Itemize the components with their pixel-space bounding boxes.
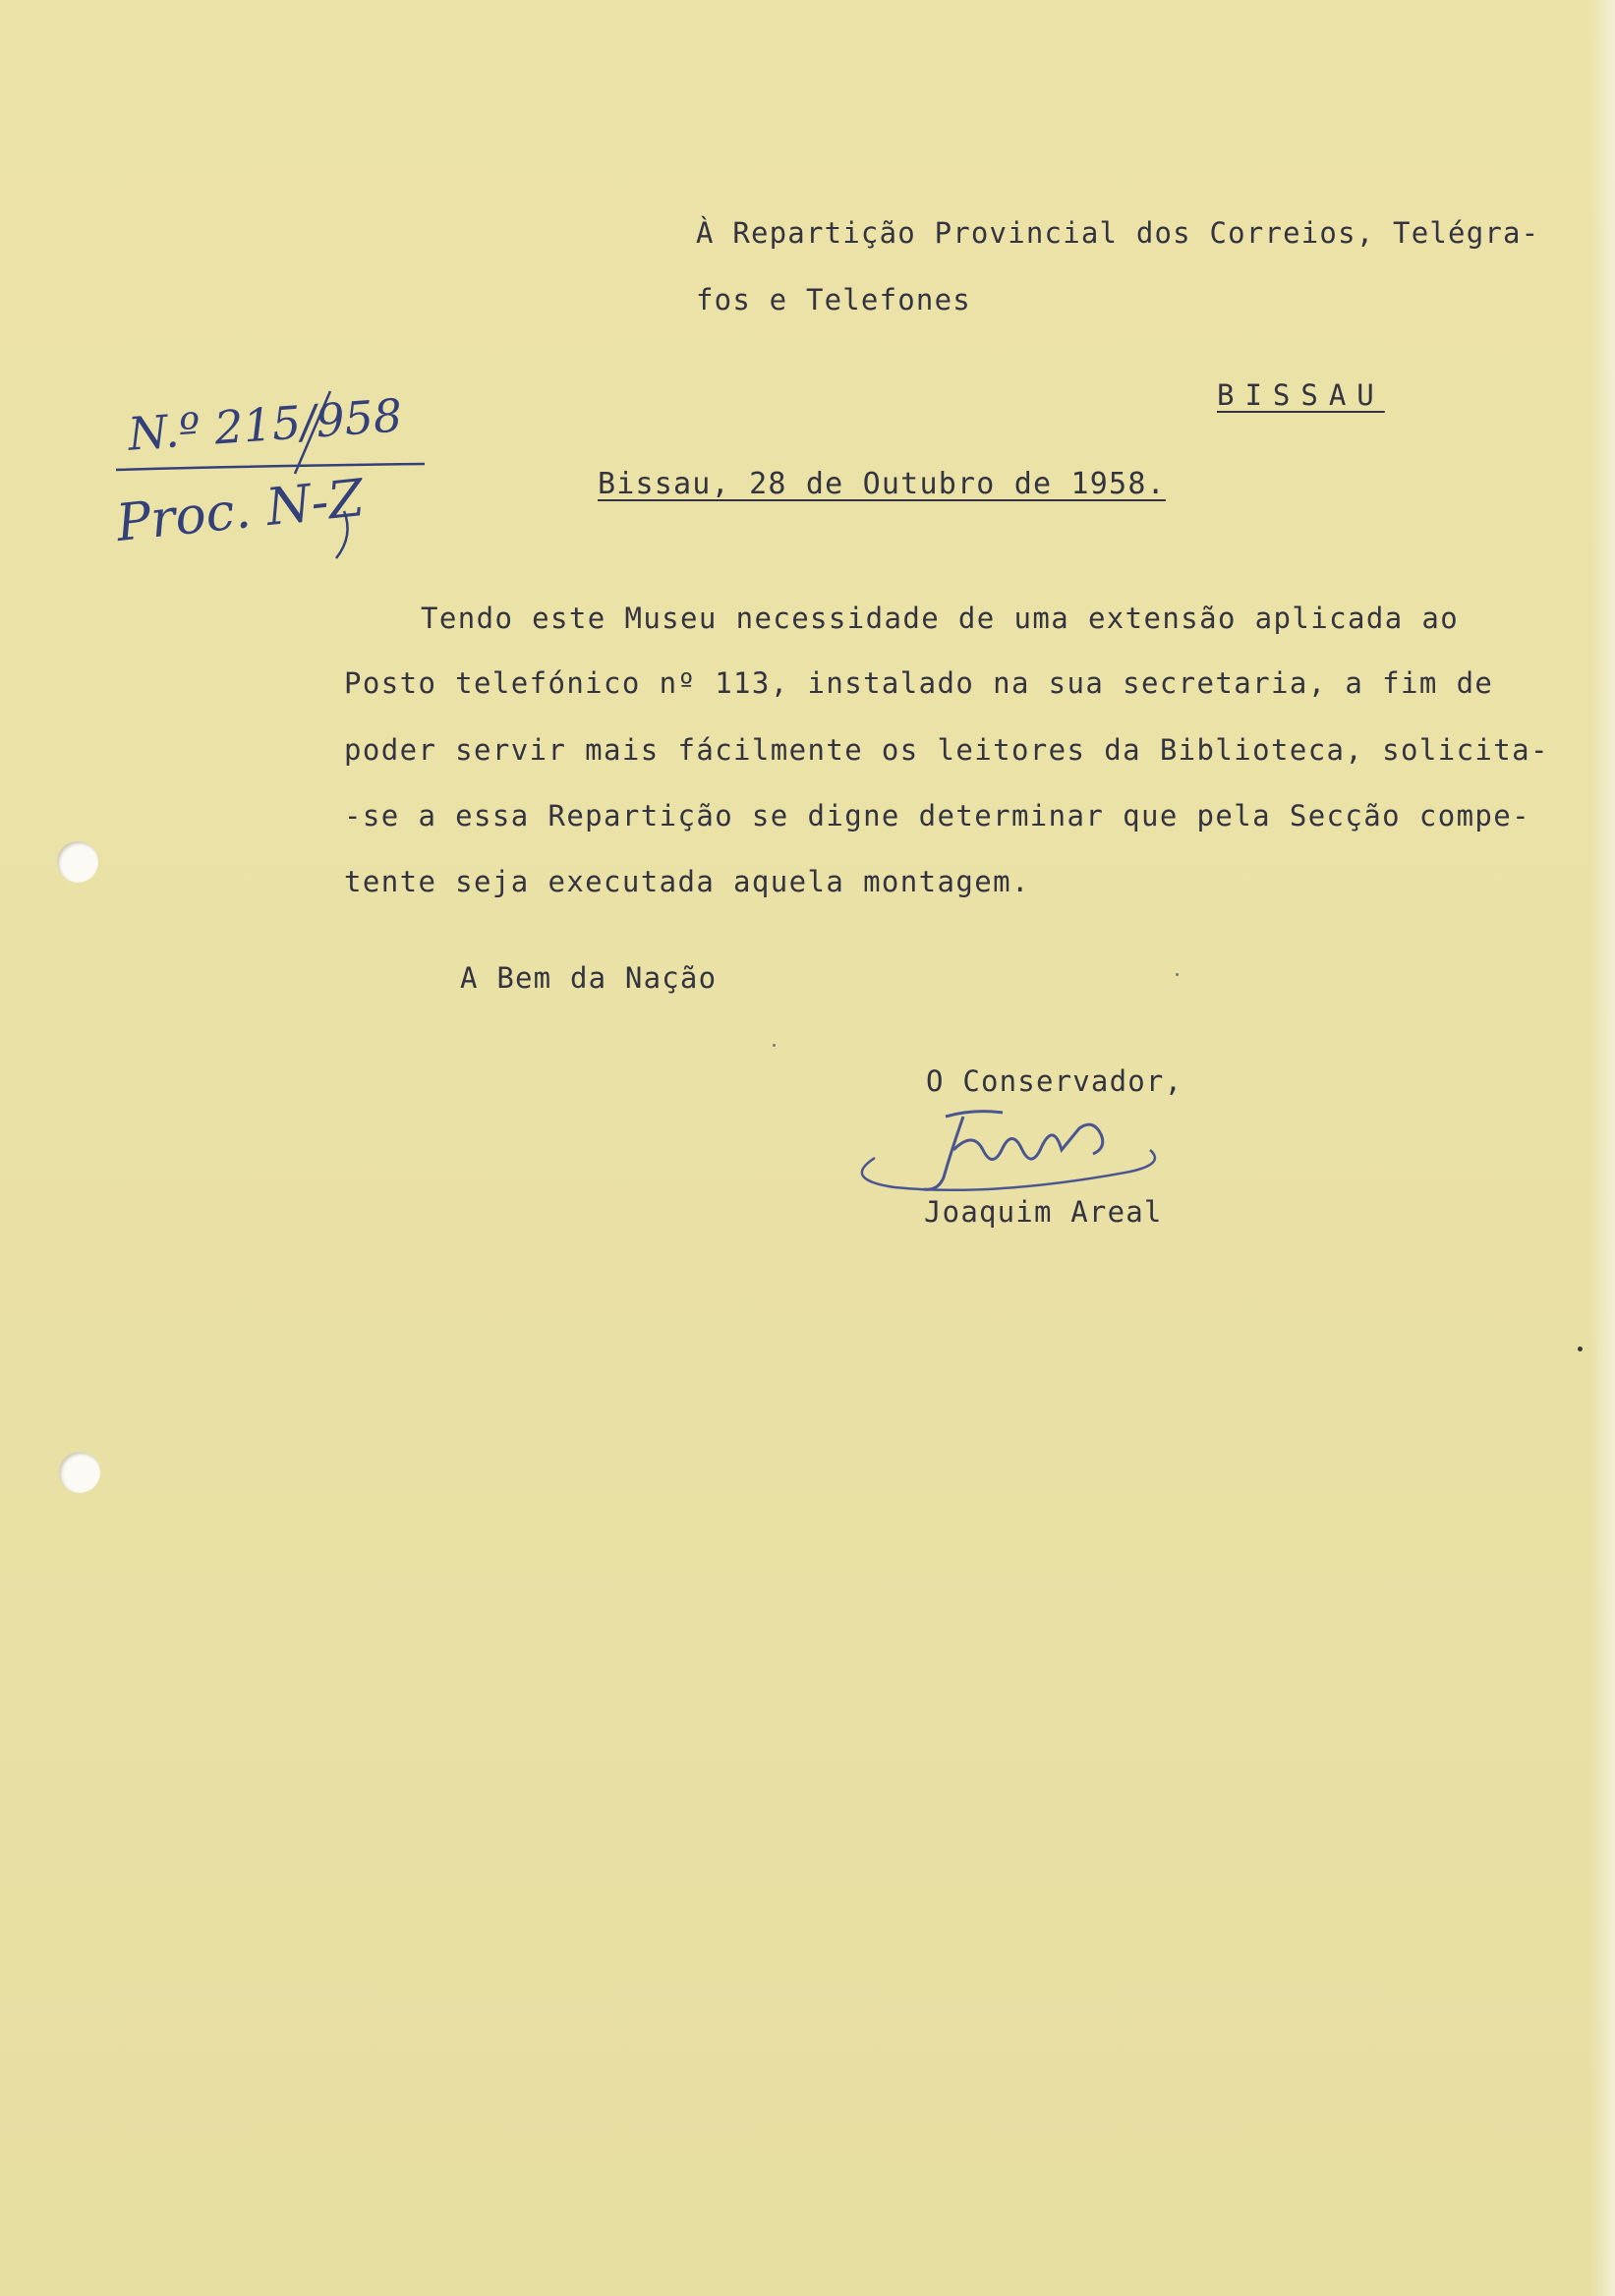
- margin-note-process: Proc. N-Z: [113, 468, 367, 554]
- closing-salutation: A Bem da Nação: [460, 961, 718, 995]
- date-line: Bissau, 28 de Outubro de 1958.: [598, 467, 1166, 501]
- recipient-city: BISSAU: [1217, 378, 1385, 412]
- recipient-line-1: À Repartição Provincial dos Correios, Telégra-: [696, 216, 1540, 250]
- recipient-line-2: fos e Telefones: [696, 283, 971, 316]
- punch-hole-top: [57, 841, 98, 883]
- body-line-5: tente seja executada aquela montagem.: [344, 865, 1030, 898]
- paper-speck: [773, 1044, 776, 1047]
- body-line-4: -se a essa Repartição se digne determinar que pela Secção compe-: [344, 799, 1531, 832]
- punch-hole-bottom: [59, 1452, 100, 1493]
- paper-speck: [1578, 1347, 1583, 1351]
- body-line-1: Tendo este Museu necessidade de uma extensão aplicada ao: [421, 602, 1460, 635]
- margin-note-number: N.º 215/958: [126, 388, 404, 461]
- body-line-3: poder servir mais fácilmente os leitores da Biblioteca, solicita-: [344, 733, 1549, 767]
- signatory-name: Joaquim Areal: [924, 1195, 1163, 1229]
- handwritten-signature: [836, 1101, 1189, 1209]
- body-line-2: Posto telefónico nº 113, instalado na sua secretaria, a fim de: [344, 666, 1494, 700]
- paper-speck: [1176, 973, 1179, 976]
- signatory-title: O Conservador,: [926, 1064, 1183, 1098]
